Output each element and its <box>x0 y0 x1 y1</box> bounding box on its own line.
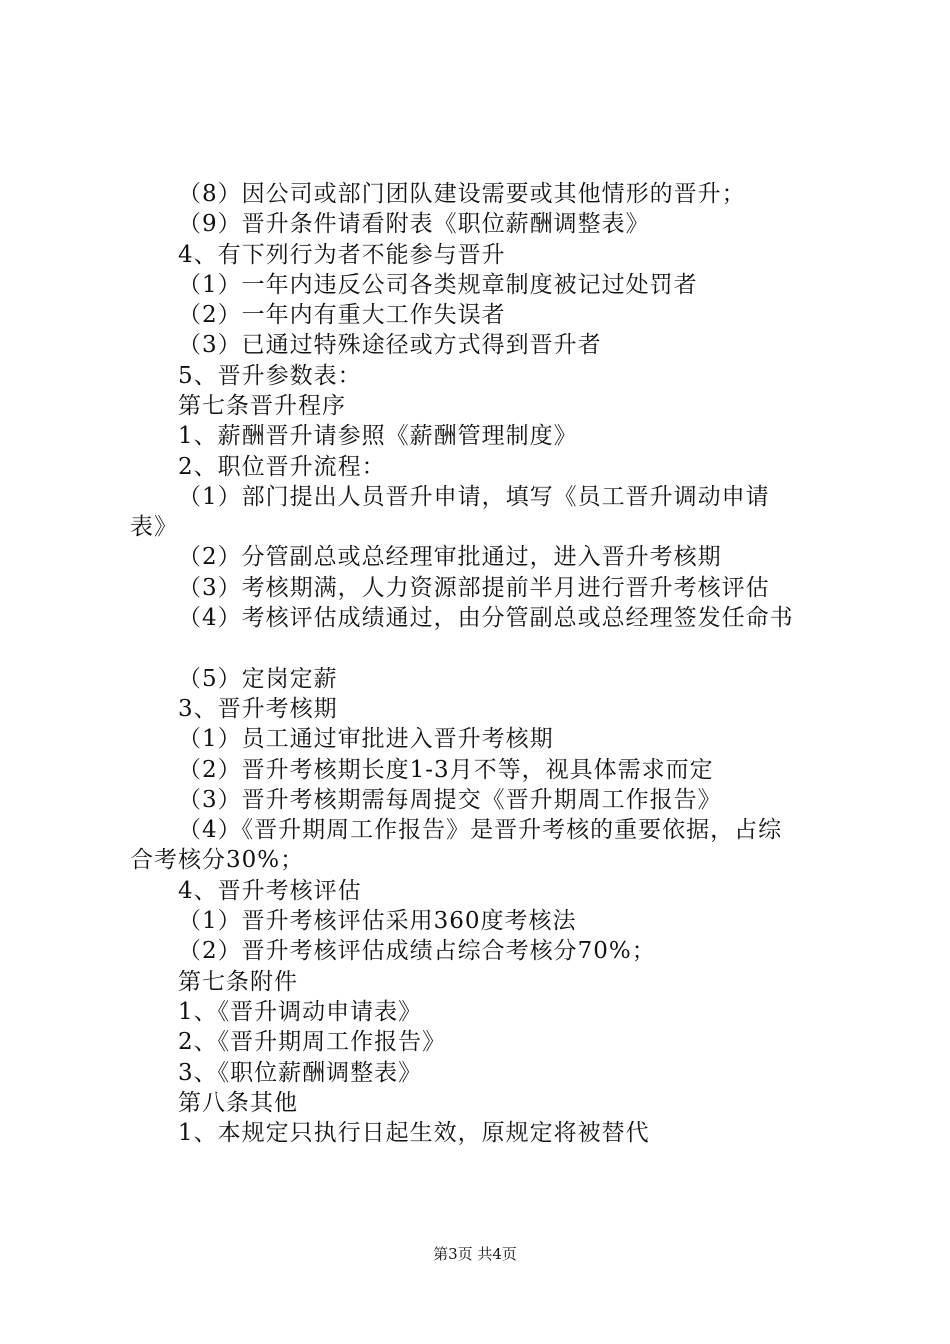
text-line: 1、《晋升调动申请表》 <box>178 999 423 1025</box>
text-line: （9）晋升条件请看附表《职位薪酬调整表》 <box>178 211 650 237</box>
text-line: （4）考核评估成绩通过，由分管副总或总经理签发任命书 <box>178 605 794 631</box>
text-line: 3、《职位薪酬调整表》 <box>178 1060 423 1086</box>
text-line: （2）晋升考核评估成绩占综合考核分70%； <box>178 938 656 964</box>
text-line: （2）分管副总或总经理审批通过，进入晋升考核期 <box>178 544 722 570</box>
page-footer: 第3页 共4页 <box>433 1245 517 1263</box>
text-line: 3、晋升考核期 <box>178 696 338 722</box>
text-line: （1）晋升考核评估采用360度考核法 <box>178 908 577 934</box>
section-heading: 第七条附件 <box>178 969 298 995</box>
text-line: （3）晋升考核期需每周提交《晋升期周工作报告》 <box>178 787 722 813</box>
section-heading: 第七条晋升程序 <box>178 393 346 419</box>
text-line: 4、有下列行为者不能参与晋升 <box>178 242 506 268</box>
text-line: （2）一年内有重大工作失误者 <box>178 302 506 328</box>
text-line: （1）员工通过审批进入晋升考核期 <box>178 726 554 752</box>
text-line: （5）定岗定薪 <box>178 666 338 692</box>
text-line: （2）晋升考核期长度1-3月不等，视具体需求而定 <box>178 757 714 783</box>
section-heading: 第八条其他 <box>178 1090 298 1116</box>
text-line: （3）考核期满，人力资源部提前半月进行晋升考核评估 <box>178 575 770 601</box>
text-line: 合考核分30%； <box>130 847 305 873</box>
text-line: 5、晋升参数表： <box>178 363 362 389</box>
text-line: 4、晋升考核评估 <box>178 878 362 904</box>
text-line: （1）部门提出人员晋升申请，填写《员工晋升调动申请 <box>178 484 770 510</box>
text-line: 2、职位晋升流程： <box>178 454 386 480</box>
text-line: （1）一年内违反公司各类规章制度被记过处罚者 <box>178 272 698 298</box>
text-line: （4）《晋升期周工作报告》是晋升考核的重要依据，占综 <box>178 817 783 843</box>
text-line: （3）已通过特殊途径或方式得到晋升者 <box>178 332 602 358</box>
text-line: 表》 <box>130 514 178 540</box>
text-line: （8）因公司或部门团队建设需要或其他情形的晋升； <box>178 181 746 207</box>
text-line: 1、本规定只执行日起生效，原规定将被替代 <box>178 1120 650 1146</box>
text-line: 1、薪酬晋升请参照《薪酬管理制度》 <box>178 423 578 449</box>
text-line: 2、《晋升期周工作报告》 <box>178 1029 447 1055</box>
